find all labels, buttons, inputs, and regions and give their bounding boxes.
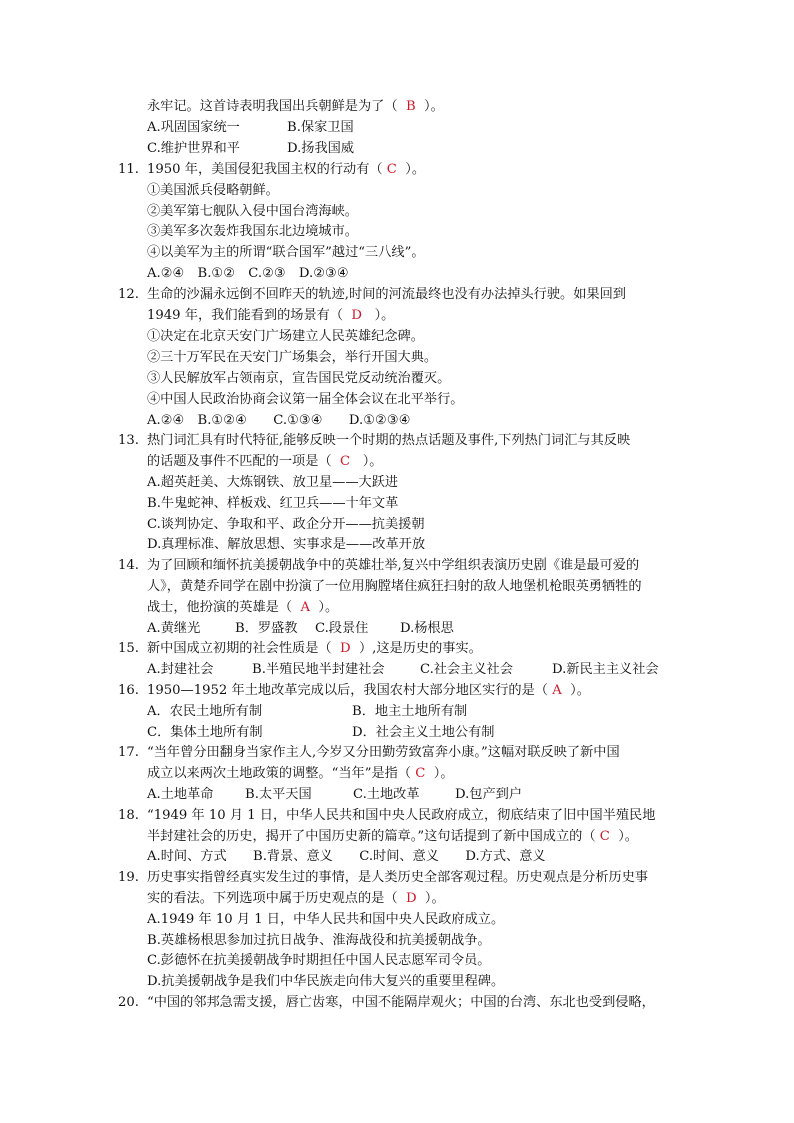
q16-option-d: D．社会主义土地公有制 [352, 725, 495, 740]
q10-option-c: C.维护世界和平 [147, 141, 240, 156]
q14-option-a: A.黄继光 [147, 621, 201, 636]
q10-option-d: D.扬我国威 [287, 141, 355, 156]
q17-stem-end: ）。 [433, 766, 454, 781]
q15-number: 15. [118, 641, 139, 656]
q12-stem-line1: 生命的沙漏永远倒不回昨天的轨迹,时间的河流最终也没有办法掉头行驶。如果回到 [147, 287, 626, 302]
q12-stem-line2 [147, 306, 394, 326]
q17-number: 17. [118, 745, 139, 760]
q13-answer: C [340, 454, 351, 469]
q14-option-c: C.段景住 [315, 621, 369, 636]
q19-answer: D [405, 891, 417, 906]
q15-answer: D [340, 641, 351, 656]
q19-stem-line1: 历史事实指曾经真实发生过的事情，是人类历史全部客观过程。历史观点是分析历史事 [147, 870, 649, 885]
q15-stem [147, 639, 482, 659]
q11-stem-end: ）。 [405, 162, 426, 177]
q14-number: 14. [118, 558, 139, 573]
q15-option-a: A.封建社会 [147, 662, 214, 677]
q17-option-b: B.太平天国 [245, 787, 312, 802]
q11-answer: C [386, 162, 397, 177]
q17-stem-text: 成立以来两次土地政策的调整。“当年”是指（ [147, 766, 412, 781]
q11-item-4: ④以美军为主的所谓“联合国军”越过“三八线”。 [147, 245, 425, 260]
q12-item-3: ③人民解放军占领南京，宣告国民党反动统治覆灭。 [147, 371, 451, 386]
q13-number: 13. [118, 433, 139, 448]
q19-stem-line2 [147, 889, 445, 909]
q19-option-d: D.抗美援朝战争是我们中华民族走向伟大复兴的重要里程碑。 [147, 974, 505, 989]
q14-stem-line2: 人》，黄楚乔同学在剧中扮演了一位用胸膛堵住疯狂扫射的敌人地堡机枪眼英勇牺牲的 [147, 579, 642, 594]
q11-item-3: ③美军多次轰炸我国东北边境城市。 [147, 224, 358, 239]
q18-options: A.时间、方式 B.背景、意义 C.时间、意义 D.方式、意义 [147, 849, 546, 864]
q19-option-c: C.彭德怀在抗美援朝战争时期担任中国人民志愿军司令员。 [147, 953, 491, 968]
q11-stem-text: 1950 年，美国侵犯我国主权的行动有（ [147, 162, 383, 177]
q16-stem-text: 1950—1952 年土地改革完成以后，我国农村大部分地区实行的是（ [147, 683, 548, 698]
q18-answer: C [599, 829, 610, 844]
q12-answer: D [351, 308, 362, 323]
q20-number: 20. [118, 995, 139, 1010]
q17-option-a: A.土地革命 [147, 787, 214, 802]
q19-stem-end: ）。 [424, 891, 445, 906]
q12-stem-end: ）。 [374, 308, 395, 323]
q16-stem [147, 681, 590, 701]
q13-stem-text: 的话题及事件不匹配的一项是（ [147, 454, 332, 469]
q14-answer: A [300, 600, 310, 615]
q17-option-d: D.包产到户 [455, 787, 523, 802]
q13-stem-line1: 热门词汇具有时代特征,能够反映一个时期的热点话题及事件,下列热门词汇与其反映 [147, 433, 631, 448]
q17-option-c: C.土地改革 [353, 787, 420, 802]
q14-stem-end: ）。 [318, 600, 339, 615]
q14-stem-text: 战士，他扮演的英雄是（ [147, 600, 293, 615]
q18-stem-text: 半封建社会的历史，揭开了中国历史新的篇章。”这句话提到了新中国成立的（ [147, 829, 596, 844]
q12-number: 12. [118, 287, 139, 302]
q16-option-a: A．农民土地所有制 [147, 704, 263, 719]
q19-stem-text: 实的看法。下列选项中属于历史观点的是（ [147, 891, 398, 906]
q16-option-b: B．地主土地所有制 [352, 704, 468, 719]
q10-stem-text: 永牢记。这首诗表明我国出兵朝鲜是为了（ [147, 99, 398, 114]
q17-stem-line2 [147, 764, 454, 784]
q11-item-1: ①美国派兵侵略朝鲜。 [147, 183, 279, 198]
q20-stem-line1: “中国的邻邦急需支援，唇亡齿寒，中国不能隔岸观火；中国的台湾、东北也受到侵略， [147, 995, 655, 1010]
q16-stem-end: ）。 [570, 683, 590, 698]
q17-answer: C [415, 766, 426, 781]
q15-option-d: D.新民主主义社会 [552, 662, 659, 677]
q11-item-2: ②美军第七舰队入侵中国台湾海峡。 [147, 204, 358, 219]
q10-answer: B [405, 99, 416, 114]
q11-options: A.②④ B.①② C.②③ D.②③④ [147, 266, 349, 281]
q13-stem-end: ）。 [362, 454, 383, 469]
q12-stem-text: 1949 年，我们能看到的场景有（ [147, 308, 344, 323]
q10-stem-end: ）。 [424, 99, 444, 114]
q16-number: 16. [118, 683, 139, 698]
q15-stem-text: 新中国成立初期的社会性质是（ [147, 641, 332, 656]
q18-stem-line2 [147, 827, 638, 847]
q14-option-b: B．罗盛教 [235, 621, 298, 636]
q18-stem-line1: “1949 年 10 月 1 日，中华人民共和国中央人民政府成立，彻底结束了旧中国半殖民地 [147, 808, 656, 823]
q14-stem-line1: 为了回顾和缅怀抗美援朝战争中的英雄壮举,复兴中学组织表演历史剧《谁是最可爱的 [147, 558, 640, 573]
q10-option-a: A.巩固国家统一 [147, 120, 240, 135]
q13-option-c: C.谈判协定、争取和平、政企分开——抗美援朝 [147, 517, 425, 532]
q11-number: 11. [118, 162, 139, 177]
q10-option-b: B.保家卫国 [287, 120, 354, 135]
q15-option-b: B.半殖民地半封建社会 [252, 662, 385, 677]
q16-answer: A [552, 683, 562, 698]
q13-stem-line2 [147, 452, 382, 472]
q13-option-a: A.超英赶美、大炼钢铁、放卫星——大跃进 [147, 475, 399, 490]
q13-option-d: D.真理标准、解放思想、实事求是——改革开放 [147, 537, 426, 552]
q18-number: 18. [118, 808, 139, 823]
q18-stem-end: ）。 [618, 829, 638, 844]
q12-item-1: ①决定在北京天安门广场建立人民英雄纪念碑。 [147, 329, 424, 344]
q13-option-b: B.牛鬼蛇神、样板戏、红卫兵——十年文革 [147, 496, 399, 511]
q17-stem-line1: “当年曾分田翻身当家作主人,今岁又分田勤劳致富奔小康。”这幅对联反映了新中国 [147, 745, 620, 760]
q14-option-d: D.杨根思 [400, 621, 454, 636]
q14-stem-line3 [147, 598, 338, 618]
q19-option-b: B.英雄杨根思参加过抗日战争、淮海战役和抗美援朝战争。 [147, 933, 491, 948]
q19-option-a: A.1949 年 10 月 1 日，中华人民共和国中央人民政府成立。 [147, 912, 505, 927]
q11-stem [147, 160, 425, 180]
q19-number: 19. [118, 870, 139, 885]
q12-options: A.②④ B.①②④ C.①③④ D.①②③④ [147, 413, 411, 428]
q15-option-c: C.社会主义社会 [420, 662, 513, 677]
q10-stem-continuation [147, 97, 444, 117]
q12-item-2: ②三十万军民在天安门广场集会，举行开国大典。 [147, 350, 438, 365]
q15-stem-end: ）,这是历史的事实。 [358, 641, 482, 656]
q16-option-c: C．集体土地所有制 [147, 725, 263, 740]
q12-item-4: ④中国人民政治协商会议第一届全体会议在北平举行。 [147, 392, 464, 407]
